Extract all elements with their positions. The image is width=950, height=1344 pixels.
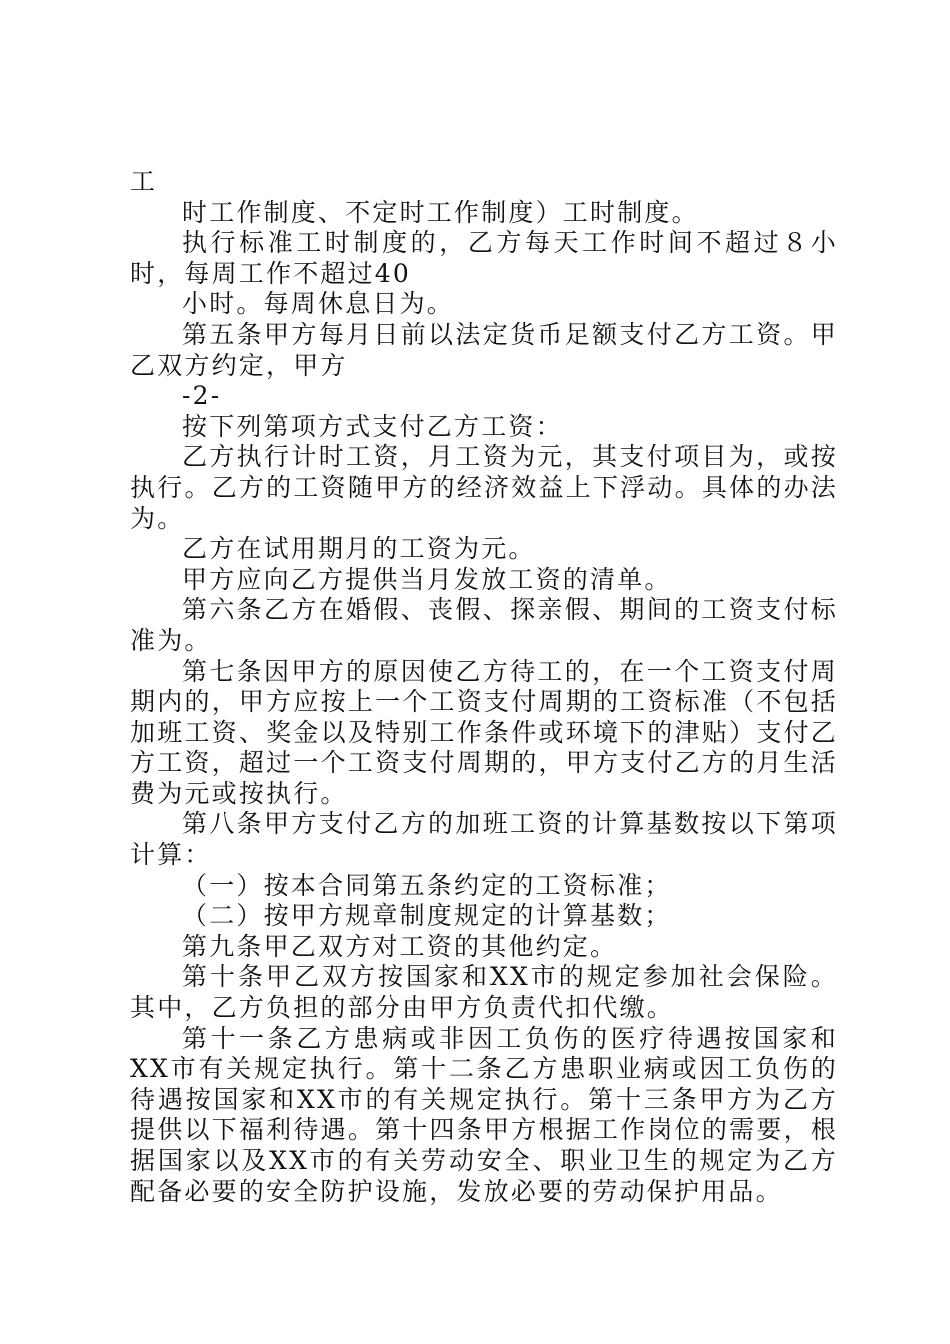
paragraph-standard-hours: 执行标准工时制度的，乙方每天工作时间不超过８小时，每周工作不超过40	[130, 228, 838, 288]
paragraph-article-10: 第十条甲乙双方按国家和XX市的规定参加社会保险。其中，乙方负担的部分由甲方负责代扣代缴。	[130, 962, 838, 1023]
paragraph-payment-method: 按下列第项方式支付乙方工资：	[182, 411, 563, 441]
paragraph-article-8-item-1: （一）按本合同第五条约定的工资标准；	[182, 870, 672, 900]
paragraph-work-hours-system: 时工作制度、不定时工作制度）工时制度。	[182, 197, 699, 227]
paragraph-article-9: 第九条甲乙双方对工资的其他约定。	[182, 931, 618, 961]
paragraph-article-5: 第五条甲方每月日前以法定货币足额支付乙方工资。甲乙双方约定，甲方	[130, 319, 838, 380]
paragraph-article-8: 第八条甲方支付乙方的加班工资的计算基数按以下第项计算：	[130, 809, 838, 870]
paragraph-probation-wage: 乙方在试用期月的工资为元。	[182, 534, 536, 564]
paragraph-article-6: 第六条乙方在婚假、丧假、探亲假、期间的工资支付标准为。	[130, 595, 838, 655]
paragraph-article-7: 第七条因甲方的原因使乙方待工的，在一个工资支付周期内的，甲方应按上一个工资支付周期的工资标准（不包括加班工资、奖金以及特别工作条件或环境下的津贴）支付乙方工资，超过一个工资支付周期的，甲方支付乙方的月生活费为元或按执行。	[130, 656, 838, 808]
paragraph-wage-list: 甲方应向乙方提供当月发放工资的清单。	[182, 564, 672, 594]
paragraph-weekly-rest: 小时。每周休息日为。	[182, 289, 455, 319]
paragraph-articles-11-14: 第十一条乙方患病或非因工负伤的医疗待遇按国家和XX市有关规定执行。第十二条乙方患职业病或因工负伤的待遇按国家和XX市的有关规定执行。第十三条甲方为乙方提供以下福利待遇。第十四条甲方根据工作岗位的需要，根据国家以及XX市的有关劳动安全、职业卫生的规定为乙方配备必要的安全防护设施，发放必要的劳动保护用品。	[130, 1023, 838, 1206]
page-number: -2-	[182, 381, 222, 411]
paragraph-continuation: 工	[130, 167, 158, 196]
paragraph-article-8-item-2: （二）按甲方规章制度规定的计算基数；	[182, 901, 672, 931]
document-body	[130, 167, 838, 1207]
paragraph-hourly-wage: 乙方执行计时工资，月工资为元，其支付项目为，或按执行。乙方的工资随甲方的经济效益上下浮动。具体的办法为。	[130, 442, 838, 533]
